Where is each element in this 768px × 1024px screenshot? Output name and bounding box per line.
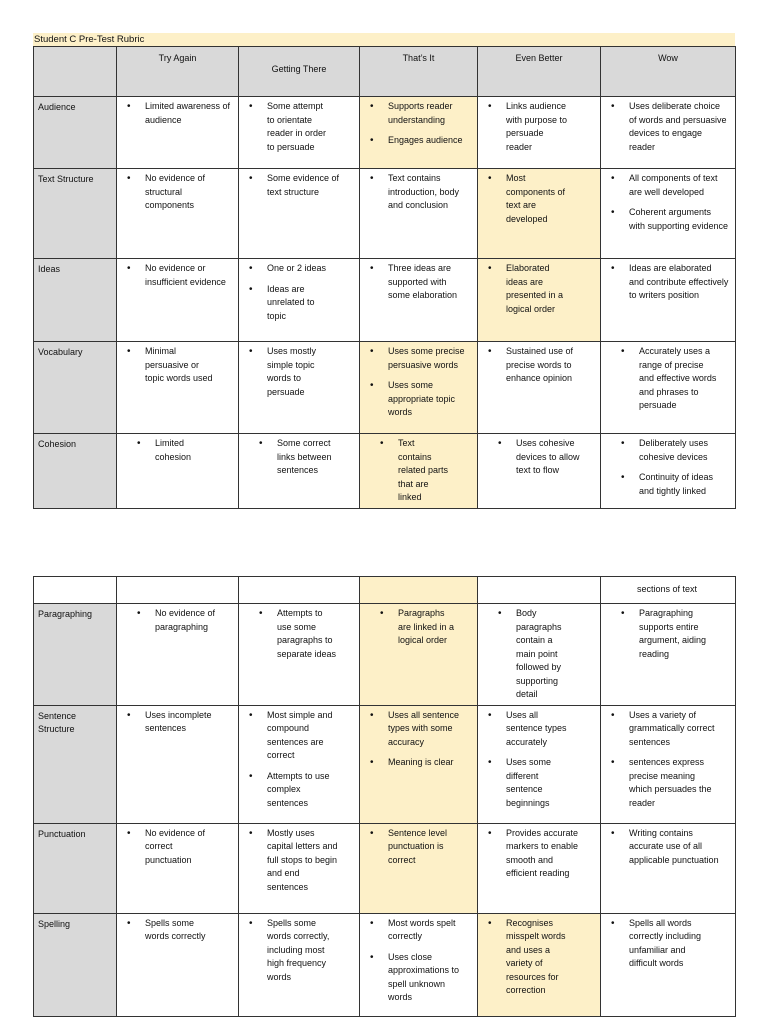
rubric-cell-that-s-it <box>360 823 478 913</box>
criteria-item: • Uses close approximations to spell unknown words <box>368 951 471 1005</box>
rubric-cell-try-again <box>117 97 239 169</box>
rubric-cell-wow <box>601 97 736 169</box>
rubric-cell-even-better <box>478 604 601 706</box>
criteria-item: • No evidence of correct punctuation <box>125 827 210 868</box>
criteria-item: • Ideas are unrelated to topic <box>247 283 331 324</box>
rubric-cell-getting-there <box>239 259 360 342</box>
rubric-row-audience <box>34 97 736 169</box>
criteria-item: • Most simple and compound sentences are correct <box>247 709 335 763</box>
continuation-cell <box>117 577 239 604</box>
criteria-item: • Some evidence of text structure <box>247 172 353 199</box>
criteria-list <box>125 827 232 868</box>
criteria-list <box>486 262 594 316</box>
criteria-item: • One or 2 ideas <box>247 262 331 276</box>
rubric-cell-wow <box>601 434 736 509</box>
criteria-list <box>609 607 729 661</box>
criteria-item: • All components of text are well developed <box>609 172 729 199</box>
criteria-list <box>368 917 471 1005</box>
rubric-cell-wow <box>601 169 736 259</box>
criteria-item: • Provides accurate markers to enable smooth and efficient reading <box>486 827 581 881</box>
criteria-item: • Limited cohesion <box>125 437 210 464</box>
criteria-item: • No evidence of paragraphing <box>125 607 232 634</box>
row-label: Paragraphing <box>34 604 117 706</box>
criteria-item: • Most components of text are developed <box>486 172 570 226</box>
criteria-list <box>609 437 729 498</box>
criteria-list <box>486 709 594 811</box>
criteria-list <box>125 262 232 289</box>
criteria-item: • Limited awareness of audience <box>125 100 232 127</box>
rubric-cell-that-s-it <box>360 97 478 169</box>
criteria-item: • Some attempt to orientate reader in order to persuade <box>247 100 333 154</box>
header-wow: Wow <box>601 47 736 97</box>
rubric-row-paragraphing <box>34 604 736 706</box>
rubric-cell-getting-there <box>239 434 360 509</box>
rubric-cell-try-again <box>117 913 239 1016</box>
criteria-item: • Uses all sentence types accurately <box>486 709 574 750</box>
rubric-cell-wow <box>601 705 736 823</box>
criteria-item: • Text contains introduction, body and conclusion <box>368 172 471 213</box>
row-label: Sentence Structure <box>34 705 117 823</box>
rubric-cell-even-better <box>478 823 601 913</box>
rubric-cell-wow <box>601 823 736 913</box>
criteria-list <box>609 172 729 233</box>
rubric-cell-getting-there <box>239 705 360 823</box>
rubric-table-2 <box>33 576 736 1017</box>
criteria-list <box>247 917 353 985</box>
rubric-cell-try-again <box>117 434 239 509</box>
rubric-cell-even-better <box>478 342 601 434</box>
rubric-cell-that-s-it <box>360 913 478 1016</box>
criteria-list <box>486 345 594 386</box>
criteria-list <box>368 172 471 213</box>
criteria-list <box>368 437 471 505</box>
criteria-item: • Deliberately uses cohesive devices <box>609 437 719 464</box>
criteria-item: • Text contains related parts that are linked <box>368 437 450 505</box>
header-getting-there: Getting There <box>239 47 360 97</box>
criteria-list <box>609 827 729 868</box>
criteria-item: • Ideas are elaborated and contribute effectively to writers position <box>609 262 729 303</box>
criteria-list <box>609 917 729 971</box>
criteria-list <box>125 172 232 213</box>
criteria-list <box>486 607 594 702</box>
rubric-cell-even-better <box>478 434 601 509</box>
criteria-item: • Spells some words correctly <box>125 917 217 944</box>
criteria-list <box>368 262 471 303</box>
criteria-item: • Spells all words correctly including unfamiliar and difficult words <box>609 917 705 971</box>
header-corner <box>34 47 117 97</box>
header-try-again: Try Again <box>117 47 239 97</box>
criteria-list <box>486 827 594 881</box>
rubric-table-1 <box>33 46 736 509</box>
header-thats-it: That’s It <box>360 47 478 97</box>
criteria-list <box>125 100 232 127</box>
continuation-cell-label <box>34 577 117 604</box>
document-title: Student C Pre-Test Rubric <box>33 33 735 46</box>
criteria-item: • Uses all sentence types with some accuracy <box>368 709 471 750</box>
criteria-item: • Some correct links between sentences <box>247 437 332 478</box>
row-label: Vocabulary <box>34 342 117 434</box>
rubric-cell-even-better <box>478 913 601 1016</box>
rubric-row-punctuation <box>34 823 736 913</box>
rubric-cell-wow <box>601 604 736 706</box>
header-even-better: Even Better <box>478 47 601 97</box>
rubric-cell-getting-there <box>239 342 360 434</box>
criteria-list <box>368 827 471 868</box>
rubric-row-vocabulary <box>34 342 736 434</box>
rubric-cell-even-better <box>478 259 601 342</box>
criteria-item: • Uses some precise persuasive words <box>368 345 471 372</box>
rubric-cell-try-again <box>117 604 239 706</box>
rubric-cell-that-s-it <box>360 434 478 509</box>
rubric-cell-wow <box>601 913 736 1016</box>
criteria-list <box>486 437 594 478</box>
criteria-item: • Uses a variety of grammatically correct sentences <box>609 709 717 750</box>
criteria-item: • sentences express precise meaning which persuades the reader <box>609 756 717 810</box>
row-label: Spelling <box>34 913 117 1016</box>
criteria-item: • Spells some words correctly, including most high frequency words <box>247 917 335 985</box>
criteria-list <box>247 172 353 199</box>
criteria-list <box>247 709 353 811</box>
criteria-list <box>125 917 232 944</box>
criteria-item: • Coherent arguments with supporting evidence <box>609 206 729 233</box>
criteria-list <box>125 345 232 386</box>
rubric-cell-getting-there <box>239 823 360 913</box>
criteria-list <box>368 709 471 770</box>
criteria-item: • Uses some different sentence beginnings <box>486 756 574 810</box>
criteria-item: • No evidence or insufficient evidence <box>125 262 232 289</box>
criteria-item: • Sentence level punctuation is correct <box>368 827 450 868</box>
criteria-list <box>486 172 594 226</box>
header-row <box>34 47 736 97</box>
row-label: Punctuation <box>34 823 117 913</box>
rubric-cell-try-again <box>117 823 239 913</box>
rubric-cell-getting-there <box>239 604 360 706</box>
criteria-item: • Attempts to use some paragraphs to separate ideas <box>247 607 337 661</box>
row-label: Ideas <box>34 259 117 342</box>
criteria-item: • Engages audience <box>368 134 466 148</box>
criteria-list <box>609 262 729 303</box>
criteria-item: • Mostly uses capital letters and full stops to begin and end sentences <box>247 827 339 895</box>
continuation-note: sections of text <box>601 577 736 604</box>
criteria-item: • Three ideas are supported with some elaboration <box>368 262 471 303</box>
continuation-cell <box>360 577 478 604</box>
rubric-row-cohesion <box>34 434 736 509</box>
continuation-cell <box>239 577 360 604</box>
criteria-list <box>486 100 594 154</box>
criteria-list <box>609 345 729 413</box>
criteria-item: • Uses mostly simple topic words to persuade <box>247 345 329 399</box>
row-label: Text Structure <box>34 169 117 259</box>
criteria-item: • Meaning is clear <box>368 756 471 770</box>
criteria-item: • Supports reader understanding <box>368 100 466 127</box>
criteria-list <box>125 607 232 634</box>
criteria-list <box>486 917 594 998</box>
rubric-row-sentence-structure <box>34 705 736 823</box>
criteria-item: • Minimal persuasive or topic words used <box>125 345 213 386</box>
rubric-row-text-structure <box>34 169 736 259</box>
criteria-list <box>247 607 353 661</box>
criteria-list <box>247 437 353 478</box>
criteria-item: • Attempts to use complex sentences <box>247 770 335 811</box>
criteria-item: • Paragraphs are linked in a logical order <box>368 607 456 648</box>
rubric-cell-try-again <box>117 705 239 823</box>
criteria-list <box>247 262 353 323</box>
rubric-cell-wow <box>601 342 736 434</box>
criteria-list <box>368 100 471 148</box>
criteria-item: • Paragraphing supports entire argument, aiding reading <box>609 607 709 661</box>
criteria-list <box>247 345 353 399</box>
rubric-cell-getting-there <box>239 97 360 169</box>
criteria-list <box>125 709 232 736</box>
rubric-cell-getting-there <box>239 913 360 1016</box>
criteria-item: • Links audience with purpose to persuade reader <box>486 100 570 154</box>
criteria-item: • Body paragraphs contain a main point followed by supporting detail <box>486 607 566 702</box>
continuation-row <box>34 577 736 604</box>
criteria-item: • Elaborated ideas are presented in a logical order <box>486 262 570 316</box>
rubric-cell-wow <box>601 259 736 342</box>
criteria-item: • Most words spelt correctly <box>368 917 471 944</box>
rubric-cell-that-s-it <box>360 604 478 706</box>
criteria-list <box>125 437 232 464</box>
criteria-list <box>247 827 353 895</box>
criteria-list <box>368 607 471 648</box>
rubric-cell-try-again <box>117 169 239 259</box>
rubric-row-ideas <box>34 259 736 342</box>
rubric-cell-getting-there <box>239 169 360 259</box>
continuation-cell <box>478 577 601 604</box>
criteria-item: • Uses incomplete sentences <box>125 709 220 736</box>
criteria-item: • Recognises misspelt words and uses a variety of resources for correction <box>486 917 578 998</box>
rubric-cell-that-s-it <box>360 705 478 823</box>
row-label: Cohesion <box>34 434 117 509</box>
criteria-item: • Uses cohesive devices to allow text to flow <box>486 437 581 478</box>
rubric-cell-that-s-it <box>360 342 478 434</box>
criteria-item: • Continuity of ideas and tightly linked <box>609 471 719 498</box>
criteria-item: • Sustained use of precise words to enhance opinion <box>486 345 574 386</box>
criteria-list <box>247 100 353 154</box>
rubric-cell-even-better <box>478 705 601 823</box>
criteria-item: • Uses some appropriate topic words <box>368 379 471 420</box>
rubric-cell-even-better <box>478 97 601 169</box>
rubric-cell-that-s-it <box>360 169 478 259</box>
rubric-cell-even-better <box>478 169 601 259</box>
rubric-cell-try-again <box>117 342 239 434</box>
criteria-list <box>609 100 729 154</box>
rubric-row-spelling <box>34 913 736 1016</box>
criteria-item: • Uses deliberate choice of words and persuasive devices to engage reader <box>609 100 729 154</box>
row-label: Audience <box>34 97 117 169</box>
rubric-cell-that-s-it <box>360 259 478 342</box>
criteria-item: • No evidence of structural components <box>125 172 232 213</box>
criteria-list <box>609 709 729 811</box>
criteria-list <box>368 345 471 420</box>
criteria-item: • Writing contains accurate use of all applicable punctuation <box>609 827 729 868</box>
criteria-item: • Accurately uses a range of precise and effective words and phrases to persuade <box>609 345 719 413</box>
rubric-cell-try-again <box>117 259 239 342</box>
